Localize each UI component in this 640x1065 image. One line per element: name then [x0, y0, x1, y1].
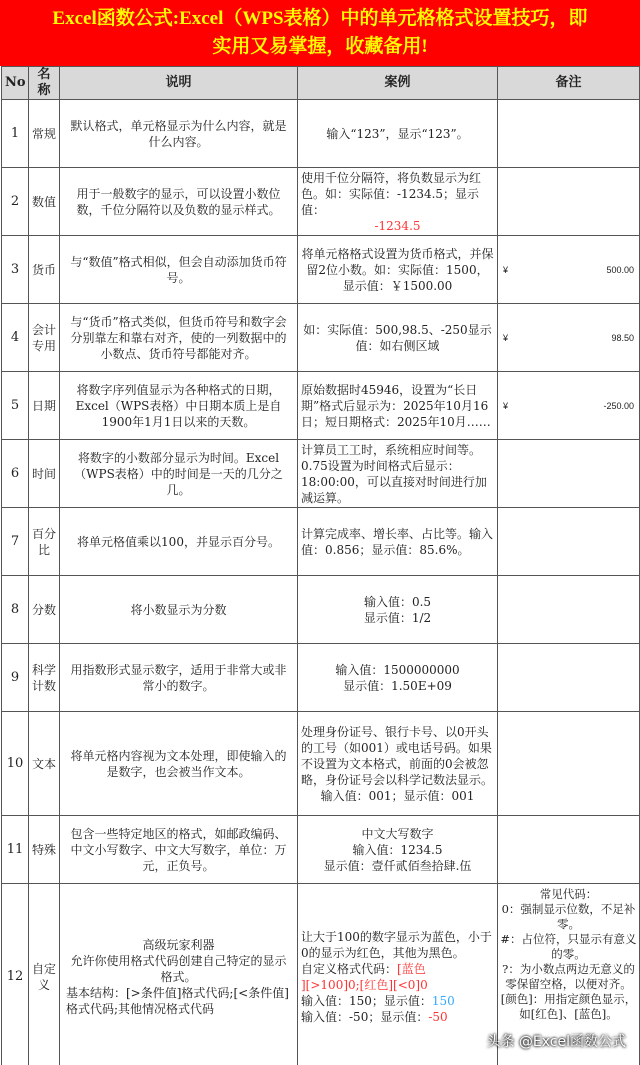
note-item: 0：强制显示位数，不足补零。 [501, 902, 636, 931]
header-no: No [2, 67, 29, 100]
row-case [298, 576, 498, 644]
row-name: 特殊 [29, 816, 60, 884]
table-row [2, 372, 640, 440]
case-input: 输入值：150；显示值： [301, 993, 432, 1008]
table-row [2, 576, 640, 644]
case-input: 输入值：0.5 [363, 594, 432, 609]
currency-value: -250.00 [603, 400, 634, 411]
header-desc: 说明 [60, 67, 298, 100]
negative-value: -1234.5 [374, 218, 421, 233]
red-value: -50 [428, 1009, 448, 1024]
case-code-part-a: [蓝色 [397, 961, 426, 976]
case-example-1 [301, 993, 494, 1009]
row-name: 常规 [29, 100, 60, 168]
header-note: 备注 [498, 67, 640, 100]
row-desc: 与“数值”格式相似，但会自动添加货币符号。 [60, 236, 298, 304]
row-no: 10 [2, 712, 29, 816]
row-note [498, 644, 640, 712]
accounting-cell [501, 398, 636, 414]
currency-value: 500.00 [606, 264, 634, 275]
currency-value: 98.50 [611, 332, 634, 343]
row-name: 分数 [29, 576, 60, 644]
table-row [2, 816, 640, 884]
row-name: 货币 [29, 236, 60, 304]
case-output: 输入值：001；显示值：001 [320, 788, 475, 803]
row-desc: 与“货币”格式类似，但货币符号和数字会分别靠左和靠右对齐，使的一列数据中的小数点、货币符号都能对齐。 [60, 304, 298, 372]
row-note [498, 168, 640, 236]
page-title [0, 0, 640, 66]
note-item: #：占位符，只显示有意义的零。 [500, 932, 637, 961]
table-row [2, 644, 640, 712]
row-desc [60, 884, 298, 1065]
watermark-text: 头条 @Excel函数公式 [486, 1034, 626, 1050]
case-output: 显示值：1/2 [363, 610, 432, 625]
case-intro: 让大于100的数字显示为蓝色，小于0的显示为红色，其他为黑色。 [301, 929, 492, 960]
row-note [498, 712, 640, 816]
case-code-label: 自定义格式代码： [301, 961, 398, 976]
currency-symbol: ¥ [503, 264, 509, 275]
desc-text: 允许你使用格式代码创建自己特定的显示格式。 [70, 953, 287, 984]
case-output: 显示值：1.50E+09 [343, 678, 452, 693]
row-desc: 将数字序列值显示为各种格式的日期，Excel（WPS表格）中日期本质上是自1900年1月1日以来的天数。 [60, 372, 298, 440]
blue-value: 150 [431, 993, 455, 1008]
accounting-cell [501, 262, 636, 278]
row-no: 3 [2, 236, 29, 304]
row-no: 6 [2, 440, 29, 508]
row-no: 12 [2, 884, 29, 1065]
row-no: 7 [2, 508, 29, 576]
row-note [498, 816, 640, 884]
row-desc: 默认格式，单元格显示为什么内容，就是什么内容。 [60, 100, 298, 168]
table-row [2, 236, 640, 304]
title-line-2: 实用又易掌握，收藏备用! [212, 36, 428, 57]
row-case: 计算员工工时，系统相应时间等。0.75设置为时间格式后显示：18:00:00，可以直接对时间进行加减运算。 [298, 440, 498, 508]
row-desc: 包含一些特定地区的格式，如邮政编码、中文小写数字、中文大写数字，单位：万元，正负号。 [60, 816, 298, 884]
row-case [298, 168, 498, 236]
note-item: [颜色]：用指定颜色显示，如[红色]、[蓝色]。 [500, 992, 637, 1021]
accounting-cell [501, 330, 636, 346]
header-case: 案例 [298, 67, 498, 100]
row-note [498, 100, 640, 168]
case-code-part-b: ][>100]0;[红色][<0]0 [301, 977, 428, 992]
row-case: 将单元格格式设置为货币格式，并保留2位小数。如：实际值：1500，显示值：￥1500.00 [298, 236, 498, 304]
table-row [2, 100, 640, 168]
row-no: 11 [2, 816, 29, 884]
case-input: 输入值：1500000000 [335, 662, 460, 677]
row-name: 文本 [29, 712, 60, 816]
header-row [2, 67, 640, 100]
currency-symbol: ¥ [503, 332, 509, 343]
note-item: ?：为小数点两边无意义的零保留空格，以便对齐。 [502, 962, 635, 991]
row-note [498, 576, 640, 644]
desc-heading: 高级玩家利器 [142, 937, 215, 952]
row-case [298, 816, 498, 884]
desc-structure: 基本结构：[>条件值]格式代码;[<条件值]格式代码;其他情况格式代码 [66, 985, 289, 1016]
row-name: 百分比 [29, 508, 60, 576]
row-case: 原始数据时45946，设置为“长日期”格式后显示为：2025年10月16日；短日期格式：2025年10月…… [298, 372, 498, 440]
case-input: 输入值：1234.5 [352, 842, 443, 857]
row-no: 8 [2, 576, 29, 644]
row-name: 时间 [29, 440, 60, 508]
row-name: 自定义 [29, 884, 60, 1065]
case-output: 显示值：壹仟贰佰叁拾肆.伍 [323, 858, 472, 873]
row-case: 计算完成率、增长率、占比等。输入值：0.856；显示值：85.6%。 [298, 508, 498, 576]
row-case: 如：实际值：500,98.5、-250显示值：如右侧区域 [298, 304, 498, 372]
row-name: 数值 [29, 168, 60, 236]
table-row [2, 168, 640, 236]
row-name: 日期 [29, 372, 60, 440]
table-row [2, 508, 640, 576]
row-note [498, 236, 640, 304]
row-note [498, 372, 640, 440]
currency-symbol: ¥ [503, 400, 509, 411]
table-row [2, 712, 640, 816]
watermark [486, 1031, 626, 1051]
case-label: 中文大写数字 [361, 826, 434, 841]
row-no: 2 [2, 168, 29, 236]
row-case [298, 712, 498, 816]
row-desc: 将单元格内容视为文本处理，即使输入的是数字，也会被当作文本。 [60, 712, 298, 816]
row-no: 5 [2, 372, 29, 440]
row-no: 4 [2, 304, 29, 372]
row-case [298, 884, 498, 1065]
row-case [298, 644, 498, 712]
header-name: 名称 [29, 67, 60, 100]
row-note [498, 508, 640, 576]
row-no: 9 [2, 644, 29, 712]
row-desc: 将单元格值乘以100，并显示百分号。 [60, 508, 298, 576]
case-text: 使用千位分隔符，将负数显示为红色。如：实际值：-1234.5；显示值： [301, 170, 482, 217]
case-code [301, 961, 494, 977]
note-title: 常见代码： [539, 887, 598, 901]
row-no: 1 [2, 100, 29, 168]
row-desc: 将小数显示为分数 [60, 576, 298, 644]
row-desc: 将数字的小数部分显示为时间。Excel（WPS表格）中的时间是一天的几分之几。 [60, 440, 298, 508]
row-note [498, 440, 640, 508]
table-row [2, 440, 640, 508]
case-text: 处理身份证号、银行卡号、以0开头的工号（如001）或电话号码。如果不设置为文本格式，前面的0会被忽略，身份证号会以科学记数法显示。 [301, 724, 494, 787]
case-input: 输入值：-50；显示值： [301, 1009, 429, 1024]
case-example-2 [301, 1009, 494, 1025]
row-case: 输入“123”，显示“123”。 [298, 100, 498, 168]
row-desc: 用于一般数字的显示，可以设置小数位数，千位分隔符以及负数的显示样式。 [60, 168, 298, 236]
row-desc: 用指数形式显示数字，适用于非常大或非常小的数字。 [60, 644, 298, 712]
row-note [498, 304, 640, 372]
format-table [1, 66, 640, 1065]
row-name: 科学计数 [29, 644, 60, 712]
row-name: 会计专用 [29, 304, 60, 372]
table-row [2, 304, 640, 372]
title-line-1: Excel函数公式:Excel（WPS表格）中的单元格格式设置技巧，即 [52, 8, 588, 29]
